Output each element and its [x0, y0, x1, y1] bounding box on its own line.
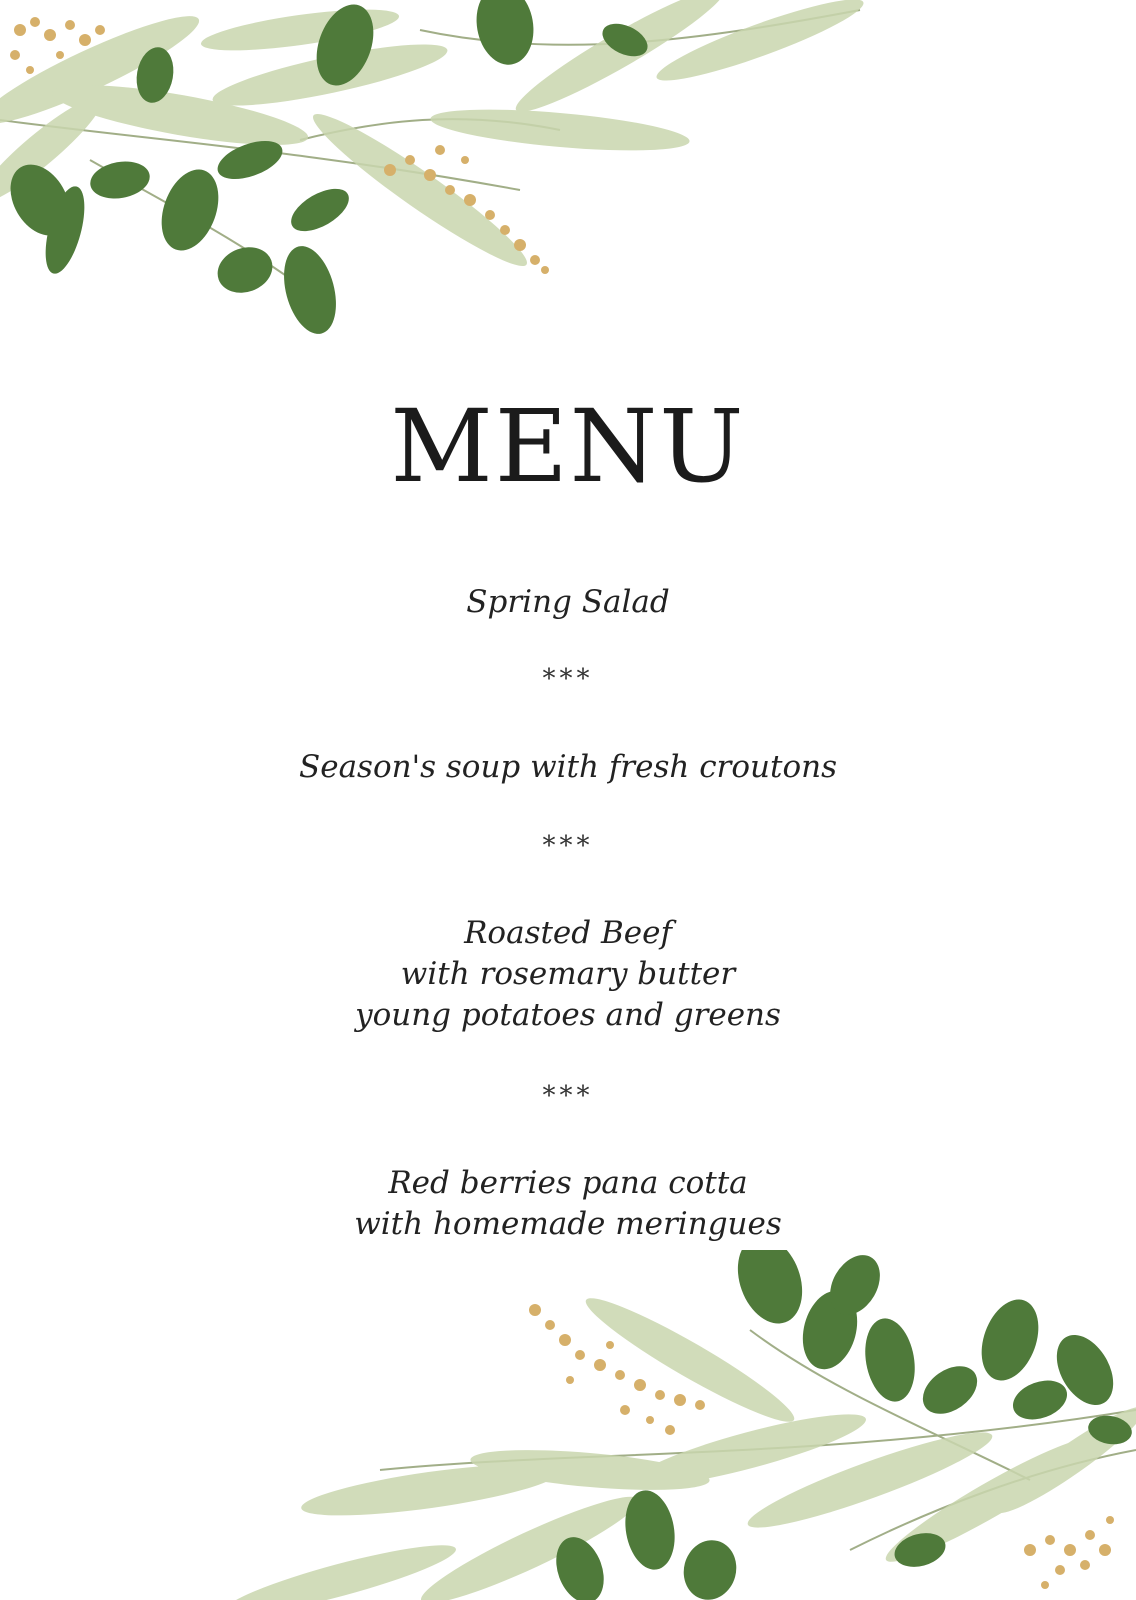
course-pana-cotta	[0, 1163, 1136, 1245]
course-line: with rosemary butter	[400, 956, 736, 992]
course-line: Roasted Beef	[464, 915, 672, 951]
course-line: young potatoes and greens	[355, 997, 781, 1033]
course-spring-salad	[0, 582, 1136, 623]
course-separator: ***	[542, 664, 594, 694]
course-seasons-soup	[0, 747, 1136, 788]
course-roasted-beef	[0, 913, 1136, 1036]
course-line: with homemade meringues	[354, 1206, 782, 1242]
foliage-bottom-illustration	[230, 1250, 1136, 1600]
course-line: Season's soup with fresh croutons	[298, 749, 838, 785]
course-separator: ***	[542, 831, 594, 861]
course-line: Red berries pana cotta	[388, 1165, 748, 1201]
foliage-top-illustration	[0, 0, 900, 350]
course-separator: ***	[542, 1081, 594, 1111]
menu-title: MENU	[390, 388, 746, 505]
course-line: Spring Salad	[466, 584, 670, 620]
